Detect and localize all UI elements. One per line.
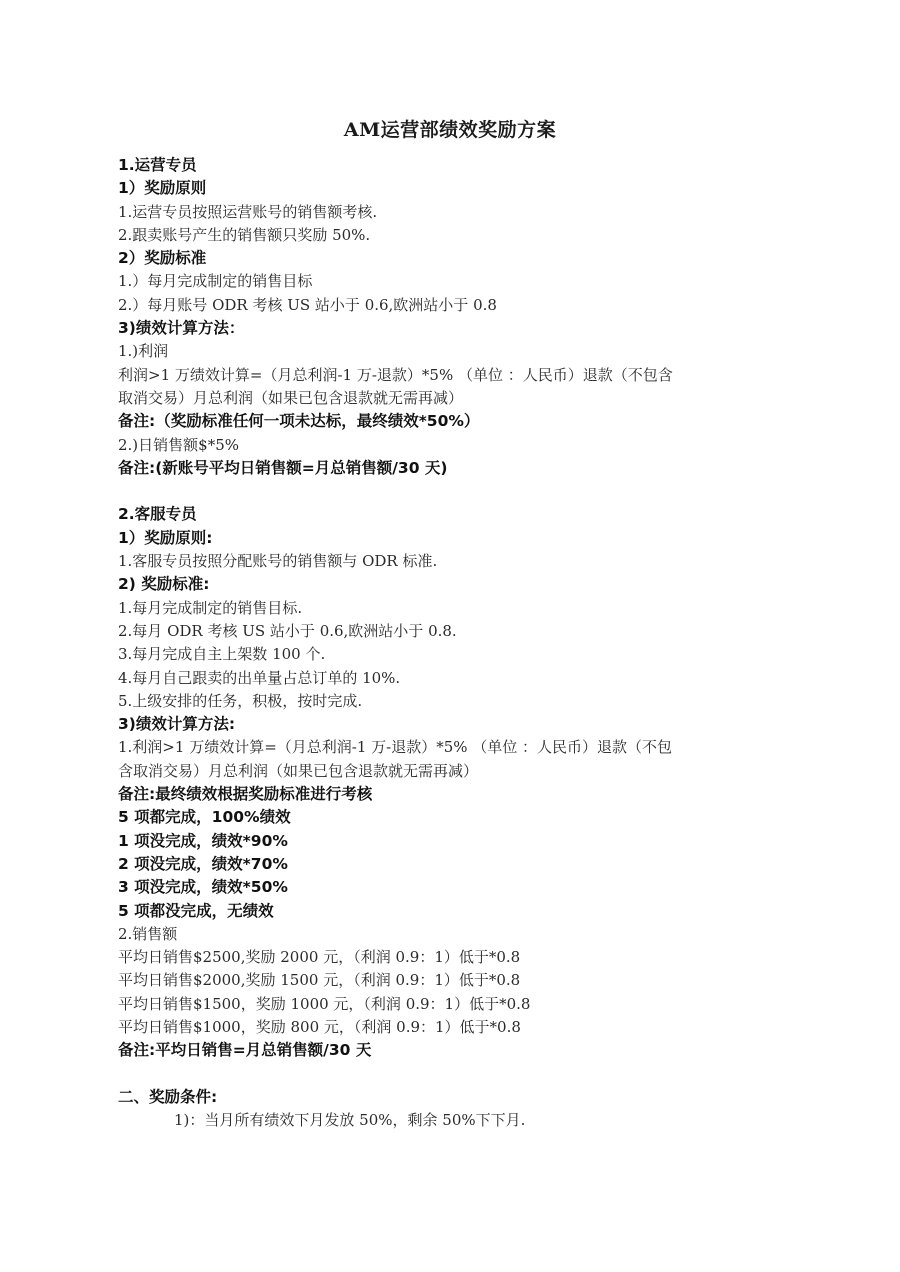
text-line: 2.跟卖账号产生的销售额只奖励 50%. [118, 225, 371, 244]
text-line: 取消交易）月总利润（如果已包含退款就无需再减） [118, 388, 464, 407]
text-line: 1.每月完成制定的销售目标. [118, 598, 303, 617]
text-line: 1.)利润 [118, 342, 169, 361]
text-line: 1.利润>1 万绩效计算=（月总利润-1 万-退款）*5% （单位 ：人民币）退款（不包 [118, 738, 673, 757]
section-heading-line: 备注:平均日销售=月总销售额/30 天 [118, 1041, 372, 1060]
text-line: 2.）每月账号 ODR 考核 US 站小于 0.6,欧洲站小于 0.8 [118, 295, 497, 314]
text-line: 5.上级安排的任务，积极，按时完成. [118, 691, 363, 710]
text-line: 1.运营专员按照运营账号的销售额考核. [118, 202, 378, 221]
text-line: 含取消交易）月总利润（如果已包含退款就无需再减） [118, 761, 479, 780]
document-body [118, 154, 798, 1132]
section-heading-line: 2) 奖励标准: [118, 575, 210, 594]
section-heading-line: 3 项没完成，绩效*50% [118, 878, 288, 897]
text-line: 平均日销售$1000，奖励 800 元，（利润 0.9：1）低于*0.8 [118, 1017, 521, 1036]
text-line: 平均日销售$2500,奖励 2000 元，（利润 0.9：1）低于*0.8 [118, 948, 521, 967]
blank-line [118, 480, 798, 503]
section-heading-line: 1 项没完成，绩效*90% [118, 831, 288, 850]
section-heading-line: 备注:最终绩效根据奖励标准进行考核 [118, 785, 373, 804]
text-line: 1.）每月完成制定的销售目标 [118, 272, 313, 291]
section-heading-line: 备注:（奖励标准任何一项未达标，最终绩效*50%） [118, 412, 480, 431]
section-heading-line: 1.运营专员 [118, 156, 197, 174]
section-heading-line: 备注:(新账号平均日销售额=月总销售额/30 天) [118, 458, 448, 477]
text-line: 1.客服专员按照分配账号的销售额与 ODR 标准. [118, 552, 438, 571]
text-line: 4.每月自己跟卖的出单量占总订单的 10%. [118, 668, 401, 687]
section-heading-line: 3)绩效计算方法: [118, 715, 236, 734]
section-heading-line: 1）奖励原则: [118, 528, 213, 547]
text-line: 利润>1 万绩效计算=（月总利润-1 万-退款）*5% （单位 ：人民币）退款（不包含 [118, 365, 673, 384]
text-line: 2.)日销售额$*5% [118, 435, 240, 454]
section-heading-line: 2 项没完成，绩效*70% [118, 854, 288, 873]
section-heading-line: 2）奖励标准 [118, 249, 207, 268]
text-line: 2.每月 ODR 考核 US 站小于 0.6,欧洲站小于 0.8. [118, 621, 457, 640]
section-heading-line: 5 项都完成，100%绩效 [118, 808, 291, 827]
section-heading-line: 5 项都没完成，无绩效 [118, 901, 274, 920]
text-line: 平均日销售$2000,奖励 1500 元，（利润 0.9：1）低于*0.8 [118, 971, 521, 990]
blank-line [118, 1063, 798, 1086]
text-line: 平均日销售$1500，奖励 1000 元，（利润 0.9：1）低于*0.8 [118, 994, 531, 1013]
section-heading-line: 2.客服专员 [118, 505, 197, 524]
text-line: 1)：当月所有绩效下月发放 50%，剩余 50%下下月. [174, 1111, 526, 1130]
section-heading-line: 1）奖励原则 [118, 179, 207, 198]
section-heading-line: 3)绩效计算方法： [118, 319, 245, 338]
page-title: AM运营部绩效奖励方案 [343, 119, 557, 141]
text-line: 3.每月完成自主上架数 100 个. [118, 645, 326, 664]
text-line: 2.销售额 [118, 924, 178, 943]
section-heading-line: 二、奖励条件: [118, 1087, 218, 1106]
